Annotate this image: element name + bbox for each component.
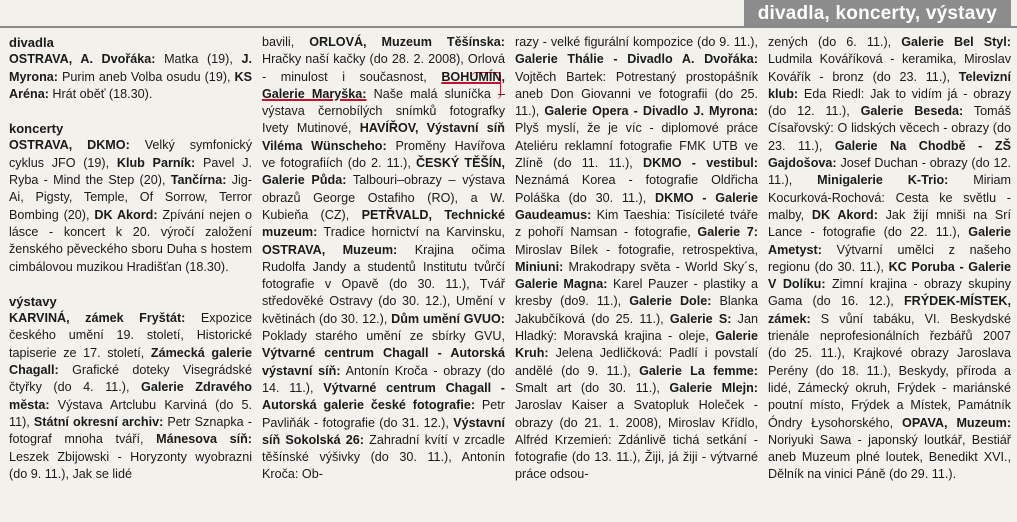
event-text: Blanka Jakubčíková (do 25. 11.),	[515, 294, 758, 326]
event-text: Tomáš Císařovský: O lidských věcech - obrazy (do 23. 11.),	[768, 104, 1011, 153]
event-text: Purim aneb Volba osudu (19),	[57, 69, 235, 84]
venue-name: Miniuni:	[515, 259, 564, 274]
venue-name: Galerie Magna:	[515, 277, 608, 292]
event-text: Josef Duchan - obrazy (do 12. 11.),	[768, 156, 1011, 188]
column-2	[262, 34, 505, 520]
column-3	[515, 34, 758, 520]
event-text: Výstava Artclubu Karviná (do 5. 11),	[9, 397, 252, 429]
event-text: Karel Pauzer - plastiky a kresby (do9. 11.),	[515, 277, 758, 309]
venue-name: Klub Parník:	[116, 155, 196, 170]
event-text: Ludmila Kováříková - keramika, Miroslav Kovářík - bronz (do 23. 11.),	[768, 52, 1011, 84]
event-text: Petr Sznapka - fotograf mnoha tváří,	[9, 414, 252, 447]
event-text: Jaroslav Kaiser a Svatopluk Holeček - obrazy (do 21. 1. 2008), Miroslav Křídlo, Alfréd Krzemień: Zdánlivě tichá setkání - fotografie (do 13. 11.), Žiji, já žiji - výtvarné práce odsou-	[515, 398, 758, 482]
venue-name: Televizní klub:	[768, 69, 1011, 101]
venue-name: Zámecká galerie Chagall:	[9, 345, 252, 378]
section-gap	[9, 103, 252, 120]
header-rule	[0, 26, 1017, 28]
venue-name: Galerie S:	[669, 311, 732, 326]
event-text: Miroslav Bílek - fotografie, retrospektiva,	[515, 242, 758, 257]
event-text: Jan Hladký: Moravská krajina - oleje,	[515, 311, 758, 344]
venue-name: Galerie Mlejn:	[669, 380, 758, 395]
venue-name: ČESKÝ TĚŠÍN, Galerie Půda:	[262, 156, 505, 188]
event-text: Talbouri–obrazy – výstava obrazů George Ostafiho (RO), a W. Kubieňa (CZ),	[262, 173, 505, 222]
event-text: Grafické doteky Visegrádské čtyřky (do 4. 11.),	[9, 363, 252, 395]
event-text: Smalt art (do 30. 11.),	[515, 380, 670, 395]
event-text: razy - velké figurální kompozice (do 9. 11.),	[515, 35, 758, 49]
event-text: Tradice hornictví na Karvinsku,	[317, 225, 505, 240]
event-text: Naše malá sluníčka – výstava černobílých snímků fotografky Ivety Mutinové,	[262, 86, 505, 136]
event-text: Antonín Kroča - obrazy (do 14. 11.),	[262, 363, 505, 395]
listing-paragraph	[9, 310, 252, 483]
listing-paragraph	[9, 51, 252, 103]
section-header	[0, 0, 1017, 28]
venue-name: Mánesova síň:	[156, 432, 252, 447]
section-title: divadla, koncerty, výstavy	[744, 0, 1011, 28]
venue-name: ORLOVÁ, Muzeum Těšínska:	[309, 35, 505, 49]
event-text: Eda Riedl: Jak to vidím já - obrazy (do 12. 11.),	[768, 86, 1011, 119]
venue-name: OSTRAVA, DKMO:	[9, 138, 130, 153]
venue-name: Galerie 7:	[697, 225, 758, 240]
event-text: Krajina očima Rudolfa Jandy a studentů Institutu tvůrčí fotografie v Opavě (do 30. 11.), Tvář středověké Ostravy (do 30. 12.), Umění v květinách (do 30. 12.),	[262, 242, 505, 326]
event-text: S vůní tabáku, VI. Beskydské trienále neprofesionálních řezbářů 2007 (do 25. 11.), Krajkové obrazy Jaroslava Perény (do 18. 11.), Beskydy, příroda a lidé, Zámecký okruh, Frýdek - mariánské poutní místo, Frýdek a Místek, Památník Óndry Łysohorského,	[768, 311, 1011, 430]
event-text: Velký symfonický cyklus JFO (19),	[9, 138, 252, 170]
venue-name: Galerie Kruh:	[515, 329, 758, 361]
event-text: Expozice českého umění 19. století, Historické tapiserie ze 17. století,	[9, 311, 252, 360]
event-text: Matka (19),	[155, 52, 242, 67]
event-text: Petr Pavliňák - fotografie (do 31. 12.),	[262, 398, 505, 430]
listing-paragraph	[515, 34, 758, 484]
category-heading: koncerty	[9, 121, 64, 137]
listing-paragraph	[9, 137, 252, 275]
event-text: Jig-Ai, Pigsty, Temple, Of Sorrow, Terror Bombing (20),	[9, 173, 252, 222]
column-1	[9, 34, 252, 520]
event-text: Zimní krajina - obrazy skupiny Gama (do 16. 12.),	[768, 277, 1011, 309]
venue-name: OSTRAVA, A. Dvořáka:	[9, 52, 156, 67]
event-text: Neznámá Korea - fotografie Oldřicha Poláška (do 30. 11.),	[515, 173, 758, 205]
event-text: Miriam Kocurková-Rochová: Cesta ke světlu - malby,	[768, 173, 1011, 222]
event-text: Mrakodrapy světa - World Sky´s,	[563, 259, 758, 274]
venue-name: Výtvarné centrum Chagall - Autorská výstavní síň:	[262, 346, 505, 378]
venue-name: J. Myrona:	[9, 52, 252, 84]
venue-name: Galerie Zdravého města:	[9, 380, 252, 412]
venue-name: DKMO - vestibul:	[643, 156, 758, 171]
venue-name: HAVÍŘOV, Výstavní síň Viléma Wünscheho:	[262, 121, 505, 153]
event-text: Proměny Havířova ve fotografiích (do 2. 11.),	[262, 138, 505, 171]
venue-name: OPAVA, Muzeum:	[902, 415, 1011, 430]
category-heading: divadla	[9, 35, 54, 50]
venue-name: DK Akord:	[811, 207, 878, 222]
section-gap	[9, 276, 252, 293]
venue-name: Galerie La femme:	[639, 363, 758, 378]
venue-name: Galerie Na Chodbě - ZŠ Gajdošova:	[768, 138, 1011, 171]
venue-name: FRÝDEK-MÍSTEK, zámek:	[768, 294, 1011, 326]
venue-name: Galerie Thálie - Divadlo A. Dvořáka:	[515, 52, 758, 67]
venue-name: Tančírna:	[170, 173, 227, 188]
event-text: zených (do 6. 11.),	[768, 35, 902, 49]
venue-name: Minigalerie K-Trio:	[817, 173, 949, 188]
event-text: Plyš myslí, že je víc - diplomové práce Ateliéru reklamní fotografie FMK UTB ve Zlíně (do 11. 11.),	[515, 121, 758, 171]
venue-name: Galerie Ametyst:	[768, 225, 1011, 257]
event-text: bavili,	[262, 35, 310, 49]
venue-name: Dům umění GVUO:	[391, 311, 505, 326]
column-4	[768, 34, 1011, 520]
venue-name: Galerie Dole:	[629, 294, 712, 309]
venue-name: DKMO - Galerie Gaudeamus:	[515, 190, 758, 222]
venue-name: Výtvarné centrum Chagall - Autorská galerie české fotografie:	[262, 380, 505, 413]
event-text: Jak žijí mniši na Srí Lance - fotografie (do 22. 11.),	[768, 207, 1011, 240]
event-text: Zpívání nejen o lásce - koncert k 20. výročí založení ženského pěveckého sboru Duha s hostem cimbálovou muzikou Hradišťan (18.30).	[9, 207, 252, 274]
venue-name: Galerie Opera - Divadlo J. Myrona:	[544, 104, 758, 119]
venue-name: Galerie Bel Styl:	[901, 35, 1011, 49]
event-text: Poklady starého umění ze sbírky GVU,	[262, 329, 505, 344]
venue-name: DK Akord:	[94, 207, 158, 222]
listing-paragraph	[768, 34, 1011, 484]
category-heading: výstavy	[9, 293, 57, 309]
venue-name: Galerie Beseda:	[860, 104, 964, 119]
venue-name: PETŘVALD, Technické muzeum:	[262, 207, 505, 240]
event-text: Jelena Jedličková: Padlí i povstalí andělé (do 9. 11.),	[515, 346, 758, 378]
venue-name: BOHUMÍN, Galerie Maryška:	[262, 69, 505, 101]
event-text: Výtvarní umělci z našeho regionu (do 30. 11.),	[768, 242, 1011, 274]
event-text: Hračky naší kačky (do 28. 2. 2008), Orlová - minulost i současnost,	[262, 52, 505, 84]
event-text: Hrát oběť (18.30).	[48, 86, 153, 101]
venue-name: KARVINÁ, zámek Fryštát:	[9, 311, 186, 326]
listing-columns	[9, 34, 1013, 520]
event-text: Zahradní kvítí v zrcadle těšínské výšivky (do 30. 11.), Antonín Kroča: Ob-	[262, 432, 505, 482]
event-text: Vojtěch Bartek: Potrestaný prostopášník aneb Don Giovanni ve fotografii (do 25. 11.),	[515, 69, 758, 119]
event-text: Kim Taeshia: Tisícileté tváře z pohoří Namsan - fotografie,	[515, 207, 758, 240]
venue-name: OSTRAVA, Muzeum:	[262, 242, 398, 257]
venue-name: Státní okresní archiv:	[33, 414, 164, 429]
venue-name: KS Aréna:	[9, 69, 252, 101]
venue-name: Výstavní síň Sokolská 26:	[262, 415, 505, 447]
listing-paragraph	[262, 34, 505, 484]
event-text: Noriyuki Sawa - japonský loutkář, Bestiář aneb Muzeum plné loutek, Benedikt XVI., Dělník na vinici Páně (do 29. 11.).	[768, 432, 1011, 482]
event-text: Leszek Zbijowski - Horyzonty wyobrazni (do 9. 11.), Jak se lidé	[9, 449, 252, 481]
event-text: Pavel J. Ryba - Mind the Step (20),	[9, 155, 252, 188]
venue-name: KC Poruba - Galerie V Dolíku:	[768, 259, 1011, 292]
